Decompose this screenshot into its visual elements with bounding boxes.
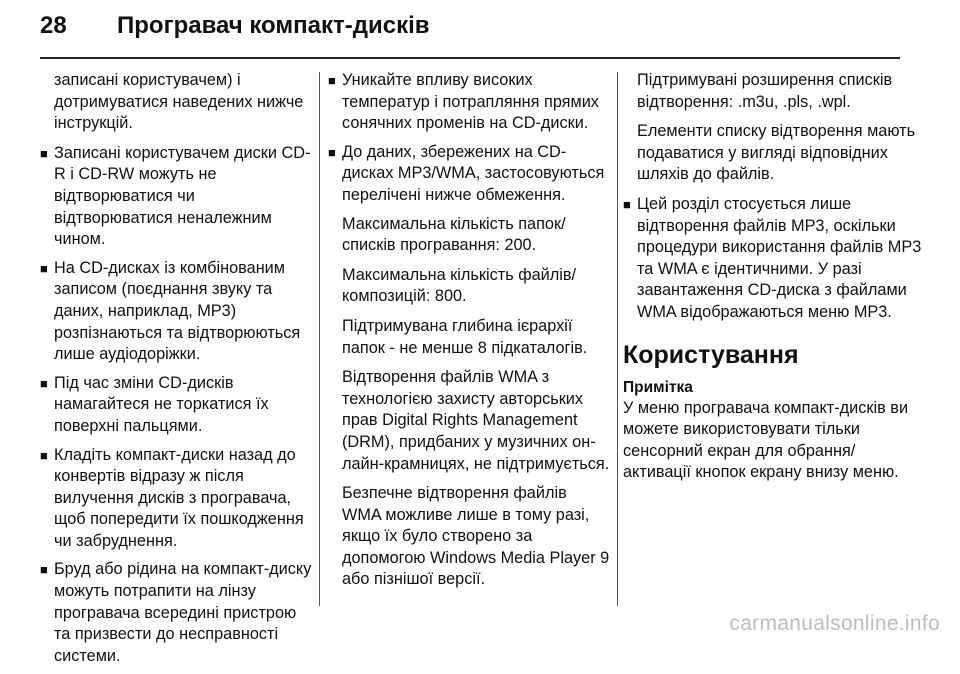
list-item-text: Бруд або рідина на компакт-диску можуть потрапити на лінзу програвача всередині пристрою та призвести до несправності системи.: [54, 560, 312, 665]
limit-paragraph: Максимальна кількість папок/ списків програвання: 200.: [342, 214, 566, 255]
column-middle: [328, 70, 610, 599]
watermark: carmanualsonline.info: [729, 612, 940, 635]
continuation-paragraph: записані користувачем) і дотримуватися наведених нижче інструкцій.: [54, 71, 304, 133]
limit-paragraph: Відтворення файлів WMA з технологією захисту авторських прав Digital Rights Management (DRM), придбаних у музичних он-лайн-крамницях, не підтримується.: [342, 368, 610, 473]
limit-paragraph: Підтримувана глибина ієрархії папок - не менше 8 підкаталогів.: [342, 316, 588, 357]
list-item: [40, 445, 312, 553]
list-item-text: Цей розділ стосується лише відтворення файлів MP3, оскільки процедури використання файлів MP3 та WMA є ідентичними. У разі завантаження CD-диска з файлами WMA відображаються меню MP3.: [637, 194, 922, 321]
note-text: У меню програвача компакт-дисків ви можете використовувати тільки сенсорний екран для обрання/активації кнопок екрану внизу меню.: [623, 398, 909, 482]
bullet-square-icon: ■: [40, 447, 48, 463]
column-divider-right: [617, 72, 618, 606]
page-header: [0, 0, 960, 64]
limit-paragraph: Максимальна кількість файлів/ композицій: 800.: [342, 265, 577, 306]
list-item: [40, 559, 312, 667]
bullet-square-icon: ■: [328, 73, 336, 88]
list-item: [328, 70, 610, 135]
note-heading: Примітка: [623, 378, 693, 396]
list-item-text: До даних, збережених на CD-дисках MP3/WMA, застосовуються перелічені нижче обмеження.: [342, 142, 605, 204]
bullet-square-icon: ■: [40, 145, 48, 161]
list-item-text: Записані користувачем диски CD-R і CD-RW можуть не відтворюватися чи відтворюватися неналежним чином.: [54, 143, 311, 249]
limit-paragraph: Підтримувані розширення списків відтворення: .m3u, .pls, .wpl.: [637, 71, 893, 111]
list-item-text: Уникайте впливу високих температур і потрапляння прямих сонячних променів на CD-диски.: [342, 71, 599, 133]
header-divider: [40, 57, 900, 59]
bullet-square-icon: ■: [328, 144, 336, 160]
list-item: [40, 143, 312, 251]
limit-paragraph: Безпечне відтворення файлів WMA можливе лише в тому разі, якщо їх було створено за допомогою Windows Media Player 9 або пізнішої версії.: [342, 484, 610, 589]
list-item-text: Кладіть компакт-диски назад до конвертів відразу ж після вилучення дисків з програвача, щоб попередити їх пошкодження чи забруднення.: [54, 445, 304, 550]
list-item: [40, 373, 312, 438]
limit-paragraph: Елементи списку відтворення мають подаватися у вигляді відповідних шляхів до файлів.: [637, 122, 916, 184]
page-number: 28: [40, 12, 67, 39]
bullet-square-icon: ■: [40, 375, 48, 391]
list-item-text: На CD-дисках із комбінованим записом (поєднання звуку та даних, наприклад, MP3) розпізнаються та відтворюються лише аудіодоріжки.: [54, 258, 301, 364]
bullet-square-icon: ■: [40, 260, 48, 276]
bullet-square-icon: ■: [40, 562, 48, 578]
list-item: [623, 194, 923, 324]
list-item-text: Під час зміни CD-дисків намагайтеся не торкатися їх поверхні пальцями.: [54, 373, 269, 435]
column-right: [623, 70, 923, 484]
column-left: [40, 70, 312, 674]
list-item: [40, 258, 312, 366]
section-heading: Користування: [623, 340, 799, 369]
list-item: [328, 142, 610, 207]
bullet-square-icon: ■: [623, 196, 631, 212]
page-title: Програвач компакт-дисків: [117, 12, 430, 39]
column-divider-left: [319, 72, 320, 606]
